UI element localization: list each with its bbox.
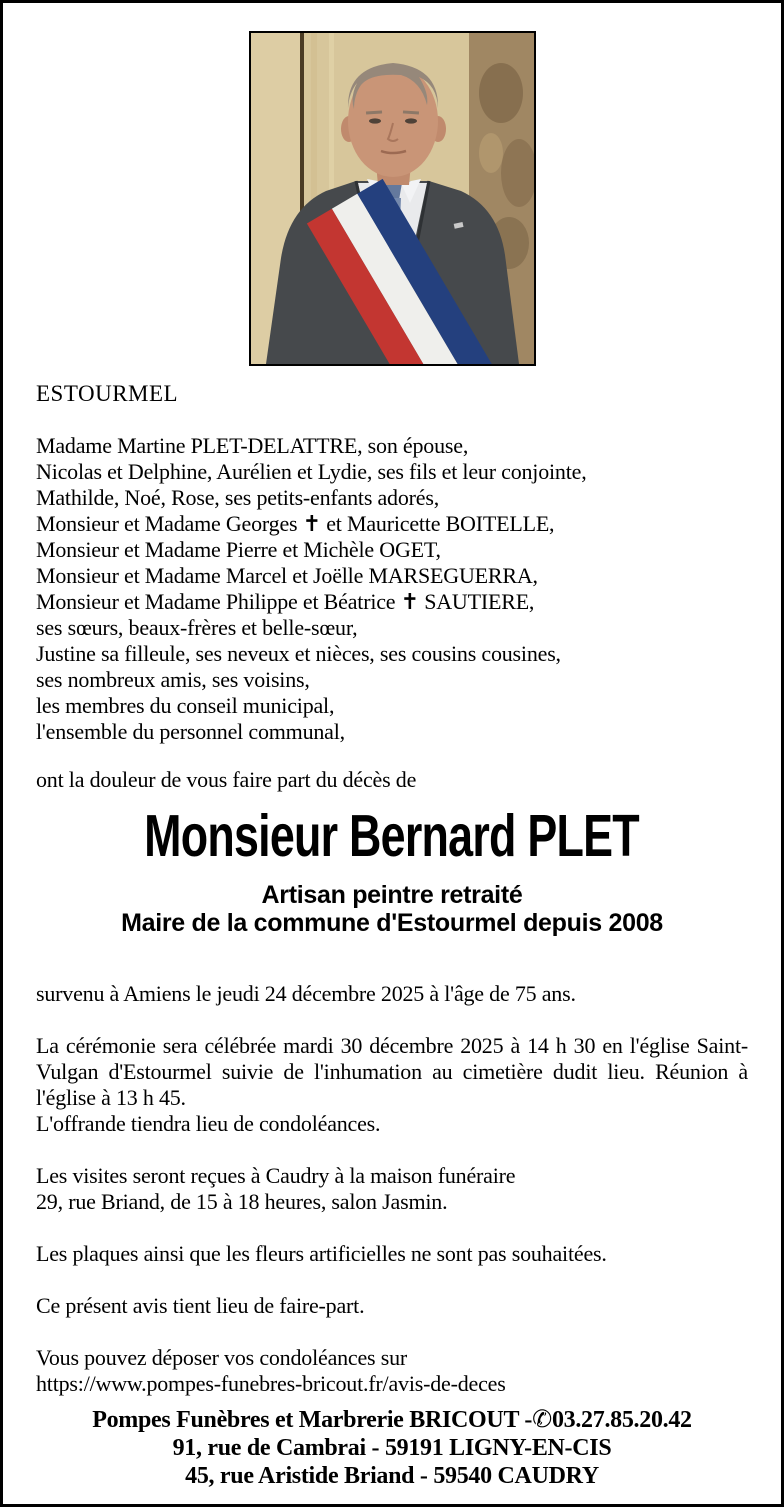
funeral-home-phone: 03.27.85.20.42 <box>551 1407 692 1433</box>
family-line: ses sœurs, beaux-frères et belle-sœur, <box>36 615 358 640</box>
family-line: Madame Martine PLET-DELATTRE, son épouse, <box>36 433 469 458</box>
funeral-home-address-1: 91, rue de Cambrai - 59191 LIGNY-EN-CIS <box>172 1435 612 1461</box>
family-line: l'ensemble du personnel communal, <box>36 719 345 744</box>
family-line: Monsieur et Madame Philippe et Béatrice ✝ SAUTIERE, <box>36 589 535 614</box>
notice-line: Ce présent avis tient lieu de faire-part. <box>36 1293 365 1318</box>
family-line: ses nombreux amis, ses voisins, <box>36 667 310 692</box>
deceased-name: Monsieur Bernard PLET <box>144 803 640 869</box>
phone-icon: ✆ <box>532 1405 552 1433</box>
condolences-url: https://www.pompes-funebres-bricout.fr/avis-de-deces <box>36 1371 506 1396</box>
family-line: Nicolas et Delphine, Aurélien et Lydie, ses fils et leur conjointe, <box>36 459 587 484</box>
family-line: Monsieur et Madame Georges ✝ et Mauricette BOITELLE, <box>36 511 555 536</box>
visits-line-2: 29, rue Briand, de 15 à 18 heures, salon Jasmin. <box>36 1189 448 1214</box>
family-line: les membres du conseil municipal, <box>36 693 335 718</box>
offering-line: L'offrande tiendra lieu de condoléances. <box>36 1111 381 1136</box>
location-heading: ESTOURMEL <box>36 381 179 406</box>
notice-body <box>3 381 781 1490</box>
visits-line-1: Les visites seront reçues à Caudry à la maison funéraire <box>36 1163 516 1188</box>
funeral-home-line-1 <box>36 1405 748 1434</box>
funeral-home-info <box>36 1405 748 1490</box>
funeral-home-name: Pompes Funèbres et Marbrerie BRICOUT - <box>92 1407 533 1433</box>
family-line: Monsieur et Madame Pierre et Michèle OGET, <box>36 537 441 562</box>
deceased-occupation: Artisan peintre retraité <box>261 881 523 909</box>
ceremony-paragraph: La cérémonie sera célébrée mardi 30 décembre 2025 à 14 h 30 en l'église Saint-Vulgan d'Estourmel suivie de l'inhumation au cimetière dudit lieu. Réunion à l'église à 13 h 45. <box>36 1033 748 1110</box>
family-line: Justine sa filleule, ses neveux et nièces, ses cousins cousines, <box>36 641 561 666</box>
deceased-photo <box>249 31 536 366</box>
funeral-home-address-2: 45, rue Aristide Briand - 59540 CAUDRY <box>185 1463 599 1489</box>
flowers-line: Les plaques ainsi que les fleurs artificielles ne sont pas souhaitées. <box>36 1241 607 1266</box>
family-list <box>36 433 748 745</box>
condolences-line: Vous pouvez déposer vos condoléances sur <box>36 1345 408 1370</box>
family-line: Mathilde, Noé, Rose, ses petits-enfants adorés, <box>36 485 440 510</box>
family-line: Monsieur et Madame Marcel et Joëlle MARSEGUERRA, <box>36 563 538 588</box>
death-info-line: survenu à Amiens le jeudi 24 décembre 2025 à l'âge de 75 ans. <box>36 981 576 1006</box>
announcement-line: ont la douleur de vous faire part du décès de <box>36 767 417 792</box>
deceased-mayor-title: Maire de la commune d'Estourmel depuis 2008 <box>121 909 663 937</box>
portrait-mayor-tricolor-sash <box>251 33 534 364</box>
